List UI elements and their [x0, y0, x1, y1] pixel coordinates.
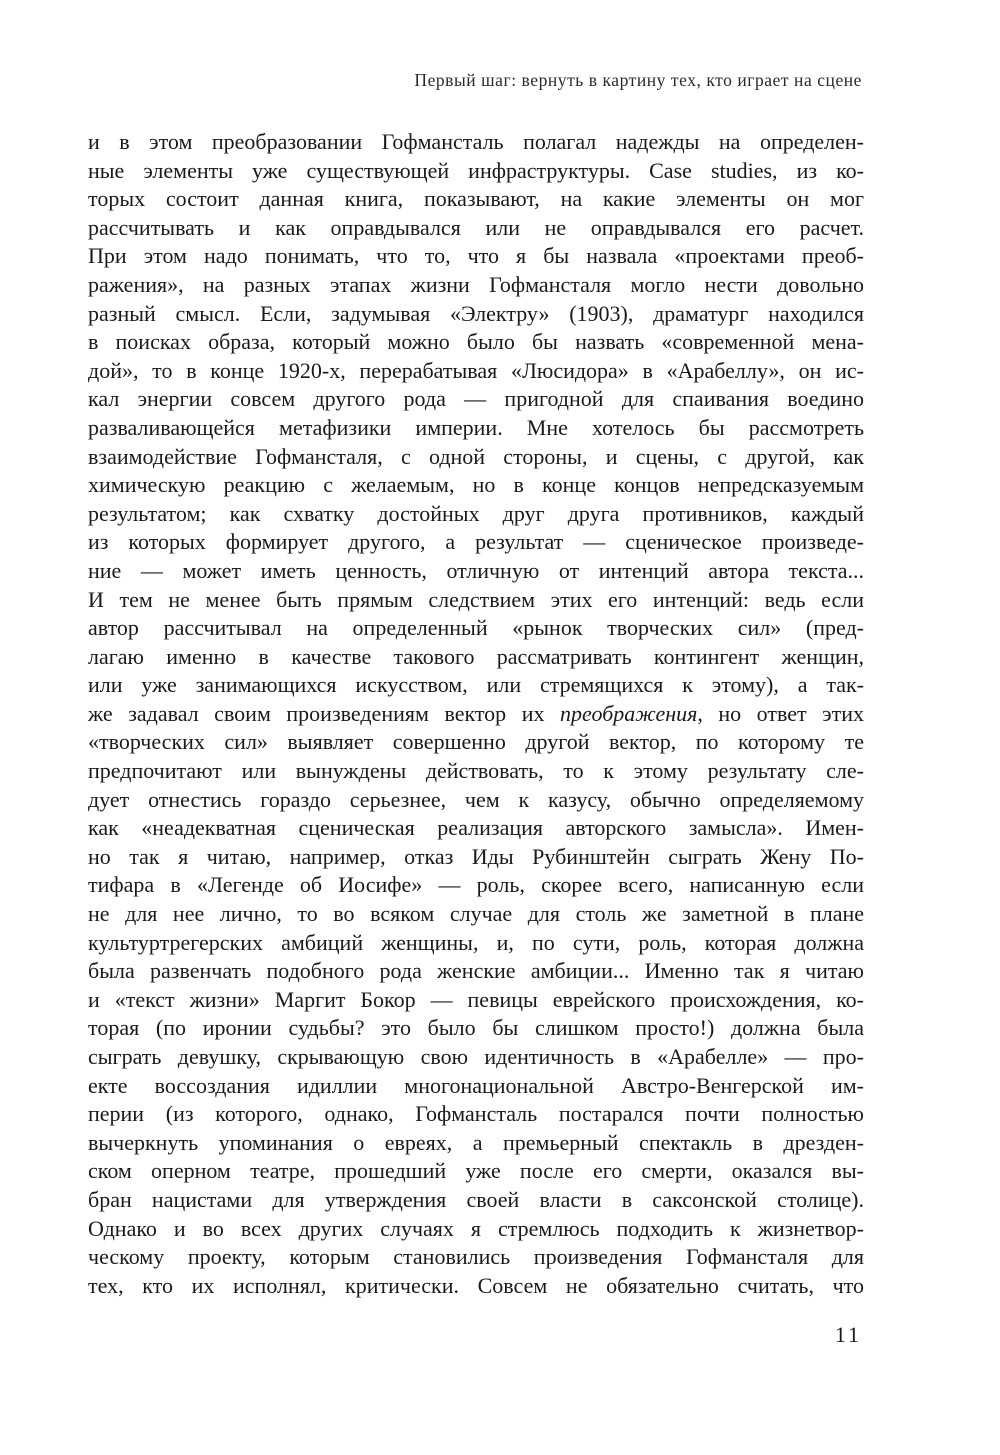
text-line: автор рассчитывал на определенный «рынок творческих сил» (пред- — [88, 615, 864, 641]
text-segment: , но ответ этих — [697, 700, 864, 726]
text-line: не для нее лично, то во всяком случае для столь же заметной в плане — [88, 901, 864, 927]
text-line: тифара в «Легенде об Иосифе» — роль, скорее всего, написанную если — [88, 872, 864, 898]
text-line: или уже занимающихся искусством, или стремящихся к этому), а так- — [88, 672, 864, 698]
text-line: и «текст жизни» Маргит Бокор — певицы еврейского происхождения, ко- — [88, 986, 864, 1012]
text-line: разный смысл. Если, задумывая «Электру» (1903), драматург находился — [88, 300, 864, 326]
text-line: разваливающейся метафизики империи. Мне хотелось бы рассмотреть — [88, 414, 864, 440]
text-line: «творческих сил» выявляет совершенно другой вектор, по которому те — [88, 729, 864, 755]
text-line: Однако и во всех других случаях я стремлюсь подходить к жизнетвор- — [88, 1215, 864, 1241]
text-line: ные элементы уже существующей инфраструктуры. Case studies, из ко- — [88, 157, 864, 183]
text-line: торых состоит данная книга, показывают, на какие элементы он мог — [88, 186, 864, 212]
text-line: взаимодействие Гофмансталя, с одной стороны, и сцены, с другой, как — [88, 443, 864, 469]
text-line: в поисках образа, который можно было бы назвать «современной мена- — [88, 329, 864, 355]
text-segment: же задавал своим произведениям вектор их — [88, 700, 561, 726]
text-line: дой», то в конце 1920-х, перерабатывая «Люсидора» в «Арабеллу», он ис- — [88, 357, 864, 383]
text-line: была развенчать подобного рода женские амбиции... Именно так я читаю — [88, 958, 864, 984]
text-line: как «неадекватная сценическая реализация авторского замысла». Имен- — [88, 815, 864, 841]
text-line: екте воссоздания идиллии многонациональной Австро-Венгерской им- — [88, 1072, 864, 1098]
text-line: результатом; как схватку достойных друг друга противников, каждый — [88, 500, 864, 526]
italic-term: преображения — [560, 700, 698, 726]
text-line: ском оперном театре, прошедший уже после его смерти, оказался вы- — [88, 1158, 864, 1184]
text-line: культуртрегерских амбиций женщины, и, по сути, роль, которая должна — [88, 929, 864, 955]
text-line: кал энергии совсем другого рода — пригодной для спаивания воедино — [88, 386, 864, 412]
page-number: 11 — [834, 1322, 862, 1347]
text-line: торая (по иронии судьбы? это было бы слишком просто!) должна была — [88, 1015, 864, 1041]
text-line: перии (из которого, однако, Гофмансталь постарался почти полностью — [88, 1101, 864, 1127]
text-line: вычеркнуть упоминания о евреях, а премьерный спектакль в дрезден- — [88, 1129, 864, 1155]
text-line: При этом надо понимать, что то, что я бы назвала «проектами преоб- — [88, 243, 864, 269]
text-line: из которых формирует другого, а результат — сценическое произведе- — [88, 529, 864, 555]
text-line: И тем не менее быть прямым следствием этих его интенций: ведь если — [88, 586, 864, 612]
text-line: тех, кто их исполнял, критически. Совсем не обязательно считать, что — [88, 1272, 864, 1298]
text-line: ражения», на разных этапах жизни Гофмансталя могло нести довольно — [88, 271, 864, 297]
text-line — [88, 700, 864, 729]
text-line: и в этом преобразовании Гофмансталь полагал надежды на определен- — [88, 129, 864, 154]
text-line: лагаю именно в качестве такового рассматривать контингент женщин, — [88, 643, 864, 669]
text-line: но так я читаю, например, отказ Иды Рубинштейн сыграть Жену По- — [88, 843, 864, 869]
running-head: Первый шаг: вернуть в картину тех, кто играет на сцене — [414, 70, 862, 90]
body-text — [88, 128, 864, 1300]
text-line: ние — может иметь ценность, отличную от интенций автора текста... — [88, 557, 864, 583]
text-line: сыграть девушку, скрывающую свою идентичность в «Арабелле» — про- — [88, 1044, 864, 1069]
text-line: рассчитывать и как оправдывался или не оправдывался его расчет. — [88, 214, 864, 240]
text-line: бран нацистами для утверждения своей власти в саксонской столице). — [88, 1186, 864, 1212]
text-line: ческому проекту, которым становились произведения Гофмансталя для — [88, 1244, 864, 1270]
text-line: дует отнестись гораздо серьезнее, чем к казусу, обычно определяемому — [88, 786, 864, 812]
text-line: химическую реакцию с желаемым, но в конце концов непредсказуемым — [88, 472, 864, 498]
text-line: предпочитают или вынуждены действовать, то к этому результату сле- — [88, 758, 864, 784]
